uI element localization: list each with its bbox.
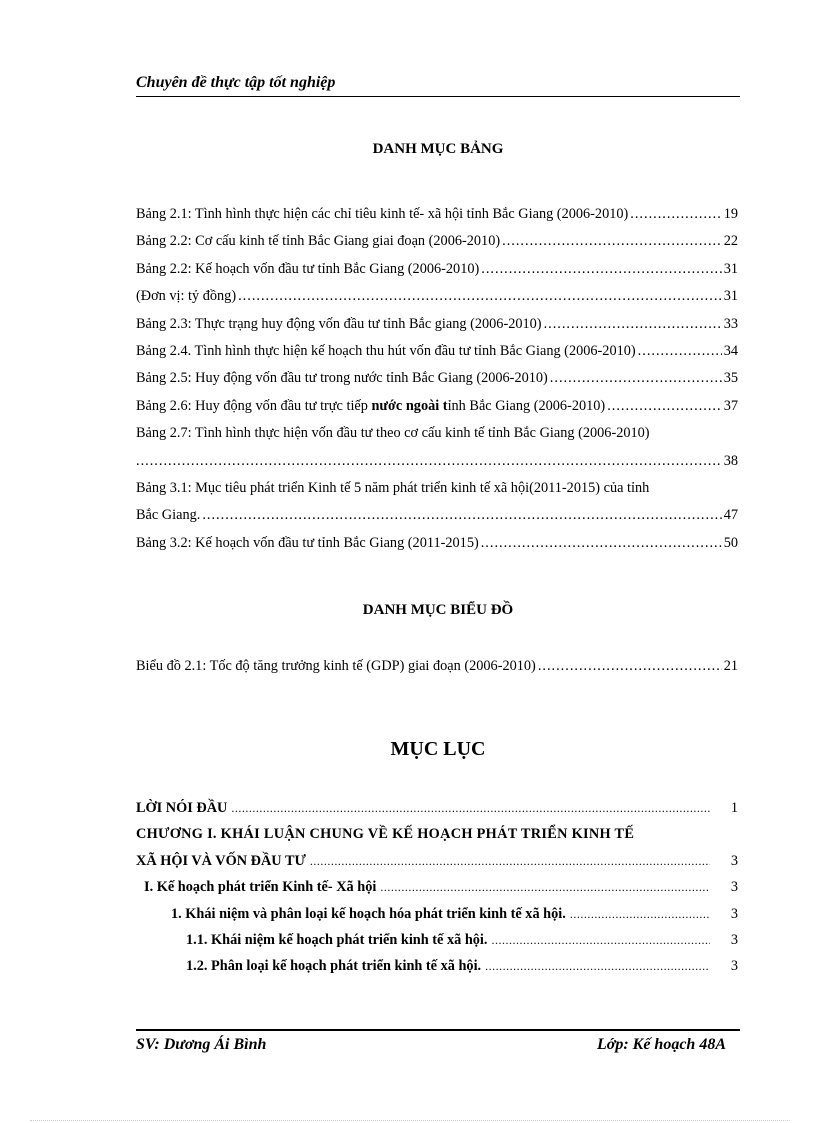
toc-entry-text: Biểu đồ 2.1: Tốc độ tăng trưởng kinh tế (GDP) giai đoạn (2006-2010) (136, 658, 536, 674)
contents-entry-text: 1.2. Phân loại kế hoạch phát triển kinh tế xã hội. (186, 958, 482, 975)
toc-entry-continuation[interactable] (136, 507, 738, 534)
toc-entry[interactable] (136, 343, 738, 370)
toc-entry-text: Bảng 2.3: Thực trạng huy động vốn đầu tư tỉnh Bắc giang (2006-2010) (136, 315, 542, 332)
toc-entry[interactable] (136, 288, 738, 315)
contents-list (136, 800, 738, 985)
contents-entry-page: 3 (730, 905, 738, 922)
tables-list-title: DANH MỤC BẢNG (372, 141, 504, 157)
contents-entry[interactable] (136, 958, 738, 984)
contents-entry-text: LỜI NÓI ĐẦU (136, 800, 228, 816)
footer-student: SV: Dương Ái Bình (136, 1036, 267, 1053)
toc-entry[interactable] (136, 233, 738, 260)
contents-entry[interactable] (136, 826, 738, 852)
toc-entry-text: Bảng 2.7: Tình hình thực hiện vốn đầu tư theo cơ cấu kinh tế tỉnh Bắc Giang (2006-2010) (136, 425, 650, 442)
toc-entry-page: 37 (723, 397, 738, 414)
toc-entry-page: 33 (723, 315, 738, 332)
toc-entry[interactable] (136, 398, 738, 425)
contents-entry[interactable] (136, 906, 738, 932)
contents-entry[interactable] (136, 800, 738, 826)
toc-entry-text: Bảng 2.4. Tình hình thực hiện kế hoạch thu hút vốn đầu tư tỉnh Bắc Giang (2006-2010) (136, 342, 636, 359)
toc-entry[interactable] (136, 480, 738, 507)
charts-list (136, 658, 738, 685)
toc-entry-page: 22 (723, 233, 738, 250)
toc-entry[interactable] (136, 261, 738, 288)
toc-entry-text: Bảng 2.1: Tình hình thực hiện các chỉ tiêu kinh tế- xã hội tỉnh Bắc Giang (2006-2010) (136, 206, 629, 222)
toc-entry-text: (Đơn vị: tỷ đồng) (136, 288, 237, 305)
contents-entry-page: 1 (730, 800, 738, 816)
toc-entry-page: 31 (723, 288, 738, 305)
contents-title: MỤC LỤC (390, 738, 486, 760)
toc-entry-text: Bảng 3.1: Mục tiêu phát triển Kinh tế 5 năm phát triển kinh tế xã hội(2011-2015) của tỉnh (136, 479, 650, 496)
contents-entry-text: XÃ HỘI VÀ VỐN ĐẦU TƯ (136, 852, 306, 869)
toc-entry-page: 34 (723, 342, 738, 359)
contents-entry-text: 1. Khái niệm và phân loại kế hoạch hóa phát triển kinh tế xã hội. (171, 905, 566, 922)
toc-entry[interactable] (136, 658, 738, 685)
tables-list (136, 206, 738, 562)
toc-entry-page: 47 (723, 507, 738, 524)
toc-entry-page: 19 (723, 206, 738, 222)
toc-entry-page: 35 (723, 370, 738, 387)
contents-entry-continuation[interactable] (136, 853, 738, 879)
toc-entry-text: Bảng 2.5: Huy động vốn đầu tư trong nước tỉnh Bắc Giang (2006-2010) (136, 370, 548, 387)
footer-rule (136, 1029, 740, 1031)
toc-entry[interactable] (136, 425, 738, 452)
toc-entry-text: Bảng 3.2: Kế hoạch vốn đầu tư tỉnh Bắc Giang (2011-2015) (136, 534, 479, 551)
charts-list-title: DANH MỤC BIỂU ĐỒ (362, 602, 514, 618)
header-rule (136, 96, 740, 97)
toc-entry-text: Bảng 2.2: Cơ cấu kinh tế tỉnh Bắc Giang giai đoạn (2006-2010) (136, 233, 501, 250)
toc-entry[interactable] (136, 370, 738, 397)
toc-entry-page: 38 (723, 452, 738, 469)
toc-entry-text: Bảng 2.2: Kế hoạch vốn đầu tư tỉnh Bắc Giang (2006-2010) (136, 260, 480, 277)
contents-entry[interactable] (136, 932, 738, 958)
page-bottom-border (30, 1120, 790, 1121)
toc-entry-text: Bắc Giang. (136, 507, 201, 524)
contents-entry-page: 3 (730, 958, 738, 975)
running-header: Chuyên đề thực tập tốt nghiệp (136, 74, 336, 91)
contents-entry-text: I. Kế hoạch phát triển Kinh tế- Xã hội (144, 879, 377, 896)
toc-entry[interactable] (136, 535, 738, 562)
toc-entry[interactable] (136, 316, 738, 343)
toc-entry-page: 31 (723, 260, 738, 277)
toc-entry[interactable] (136, 206, 738, 233)
contents-entry-text: CHƯƠNG I. KHÁI LUẬN CHUNG VỀ KẾ HOẠCH PHÁT TRIỂN KINH TẾ (136, 826, 635, 843)
toc-entry-continuation[interactable] (136, 453, 738, 480)
contents-entry-page: 3 (730, 852, 738, 869)
contents-entry-page: 3 (730, 879, 738, 896)
footer-class: Lớp: Kế hoạch 48A (596, 1036, 726, 1053)
contents-entry-page: 3 (730, 931, 738, 948)
toc-entry-page: 21 (723, 658, 738, 674)
contents-entry[interactable] (136, 879, 738, 905)
contents-entry-text: 1.1. Khái niệm kế hoạch phát triển kinh tế xã hội. (186, 931, 488, 948)
toc-entry-text: Bảng 2.6: Huy động vốn đầu tư trực tiếp nước ngoài tỉnh Bắc Giang (2006-2010) (136, 397, 606, 414)
toc-entry-page: 50 (723, 534, 738, 551)
